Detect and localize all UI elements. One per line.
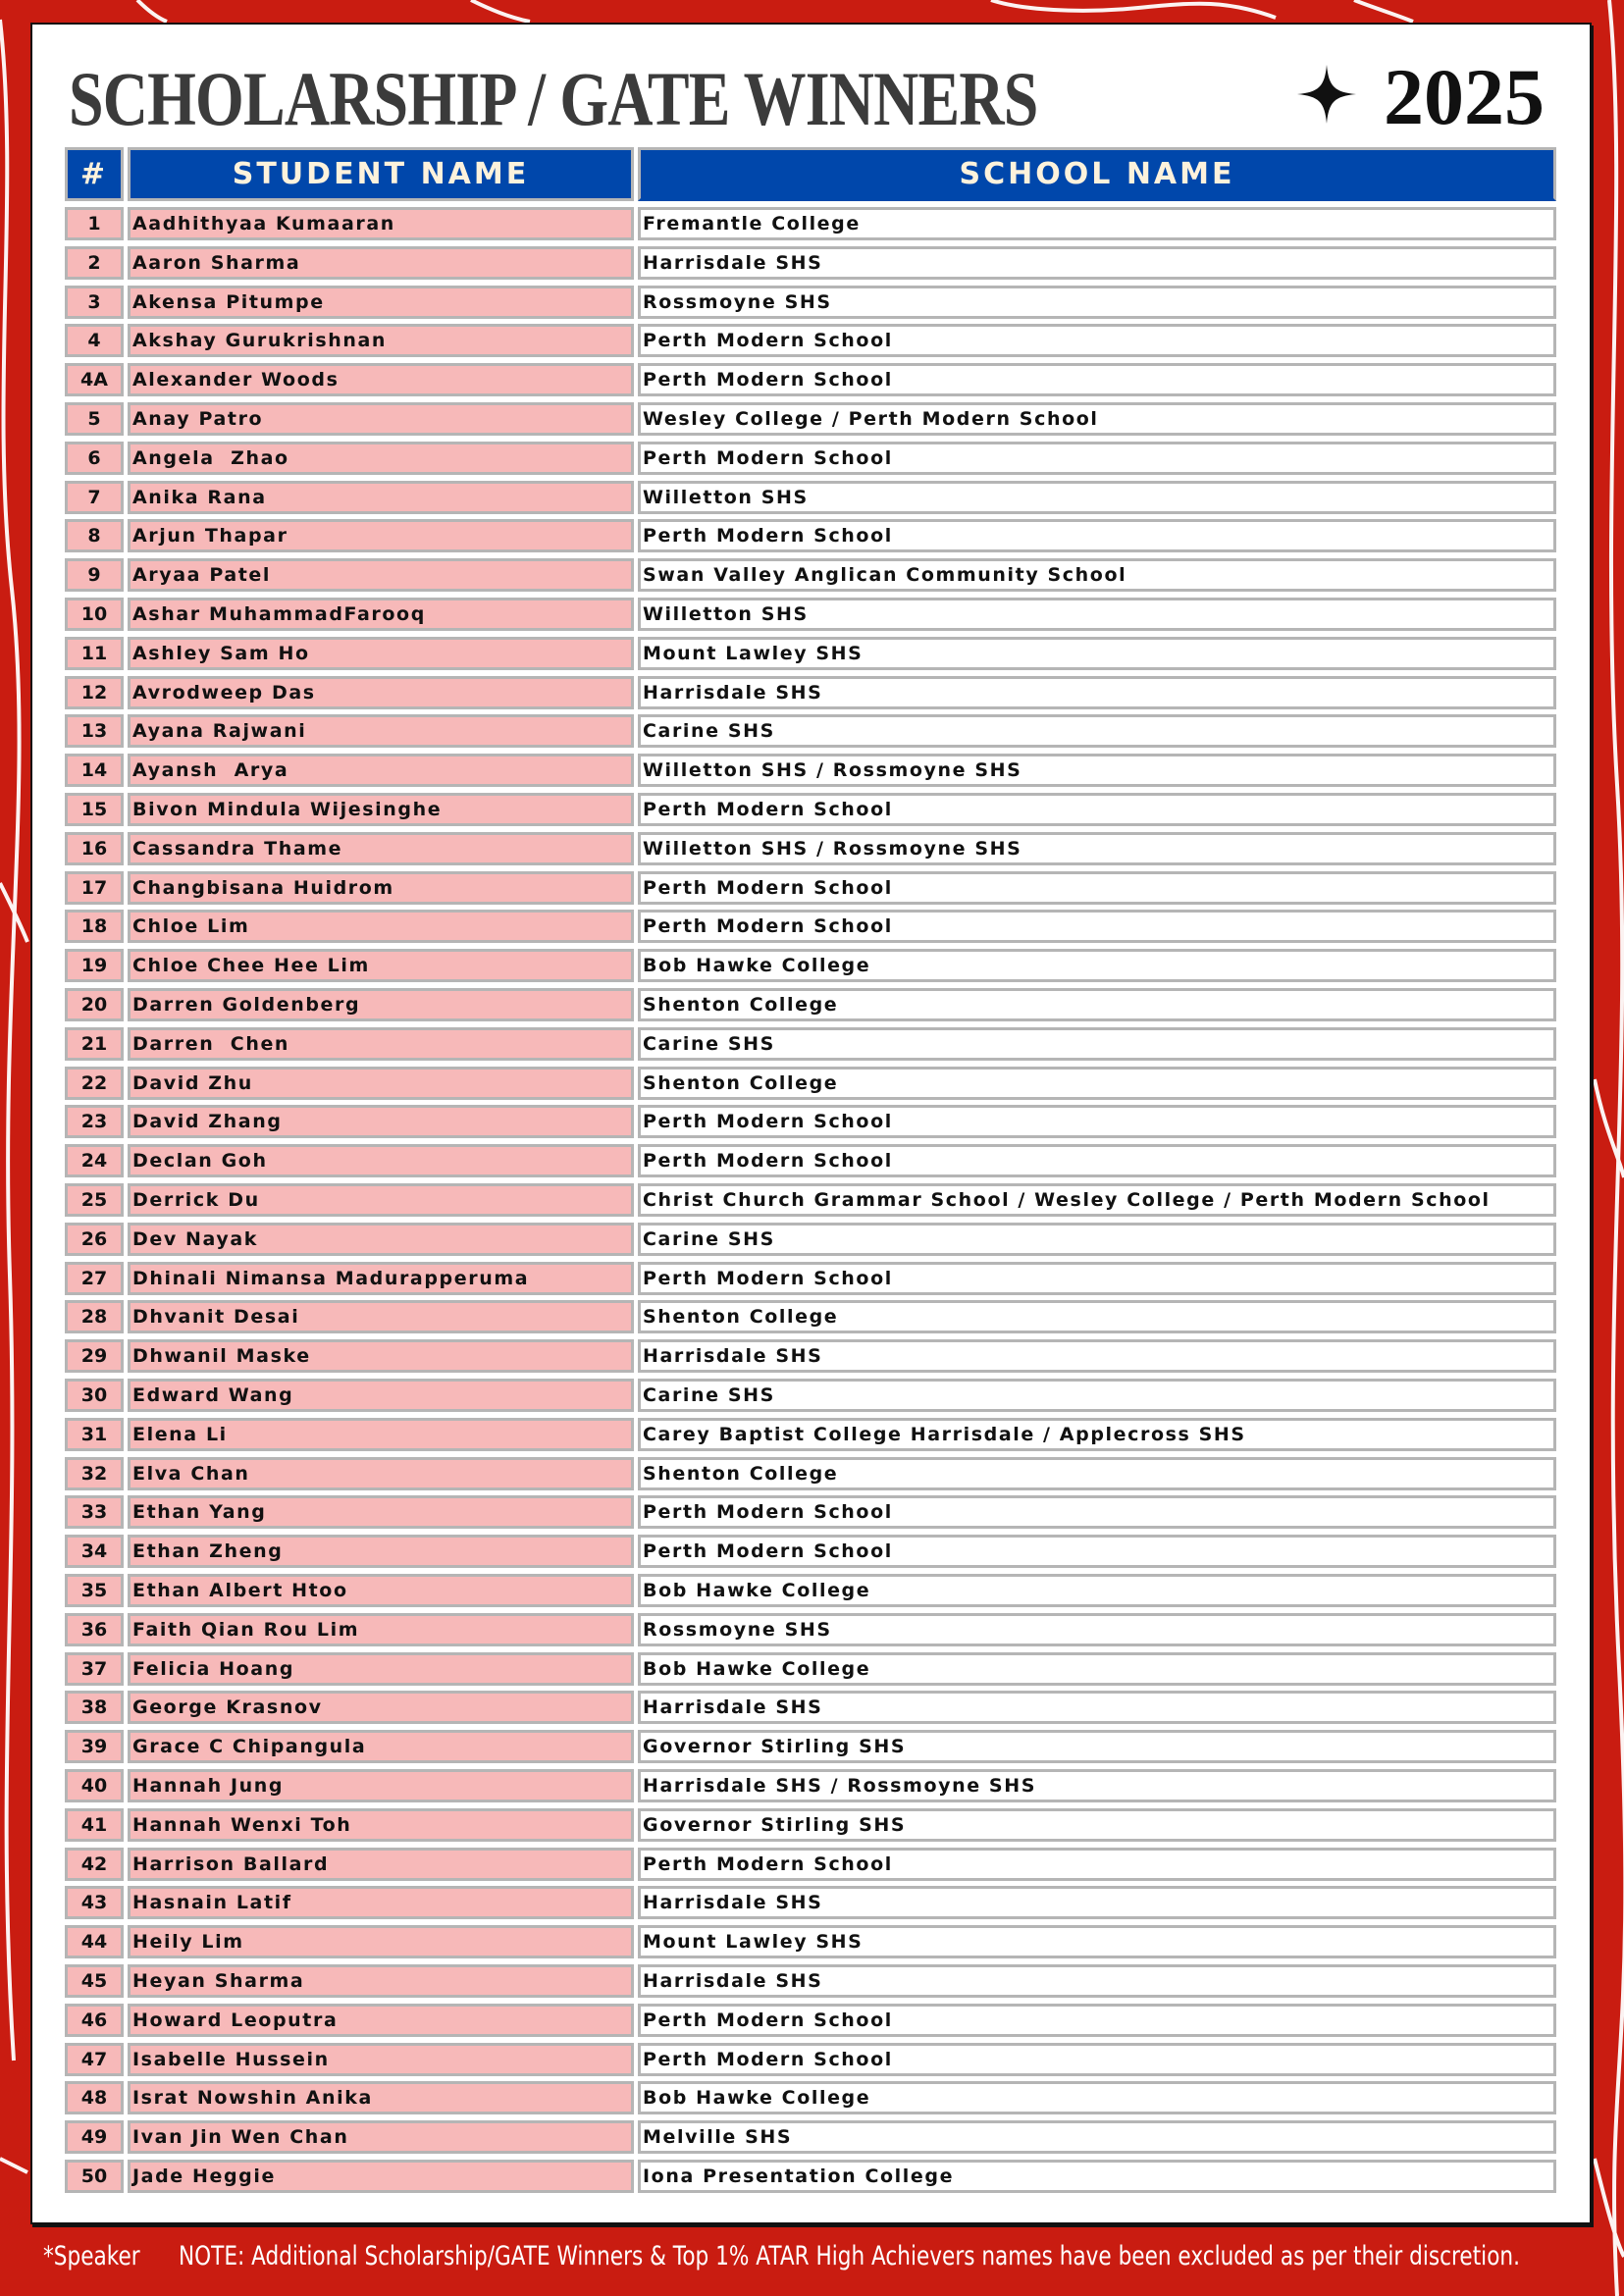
student-name: Changbisana Huidrom [128,871,634,905]
student-name: Dhvanit Desai [128,1300,634,1333]
student-name: Faith Qian Rou Lim [128,1613,634,1646]
student-name: Chloe Lim [128,910,634,943]
student-name: Bivon Mindula Wijesinghe [128,793,634,826]
school-name: Perth Modern School [638,2043,1556,2076]
table-row [0,1418,1624,1451]
table-row [0,1886,1624,1919]
school-name: Perth Modern School [638,1495,1556,1529]
row-number: 31 [65,1418,124,1451]
school-name: Rossmoyne SHS [638,286,1556,319]
school-name: Willetton SHS [638,481,1556,514]
school-name: Perth Modern School [638,1535,1556,1568]
student-name: Chloe Chee Hee Lim [128,949,634,982]
row-number: 14 [65,754,124,787]
year-label: 2025 [1384,52,1545,141]
student-name: Angela Zhao [128,442,634,475]
table-row [0,1027,1624,1061]
student-name: Anay Patro [128,402,634,436]
row-number: 3 [65,286,124,319]
school-name: Carey Baptist College Harrisdale / Applecross SHS [638,1418,1556,1451]
school-name: Perth Modern School [638,1848,1556,1881]
school-name: Perth Modern School [638,793,1556,826]
school-name: Mount Lawley SHS [638,637,1556,670]
table-row [0,1613,1624,1646]
row-number: 23 [65,1105,124,1138]
row-number: 21 [65,1027,124,1061]
row-number: 16 [65,832,124,865]
table-row [0,598,1624,631]
table-row [0,793,1624,826]
student-name: Ivan Jin Wen Chan [128,2120,634,2154]
table-row [0,1535,1624,1568]
student-name: George Krasnov [128,1691,634,1724]
row-number: 44 [65,1925,124,1958]
row-number: 40 [65,1769,124,1802]
school-name: Perth Modern School [638,1105,1556,1138]
row-number: 49 [65,2120,124,2154]
table-row [0,1300,1624,1333]
table-row [0,207,1624,240]
school-name: Shenton College [638,1067,1556,1100]
table-row [0,1105,1624,1138]
school-name: Shenton College [638,988,1556,1021]
row-number: 48 [65,2081,124,2114]
table-row [0,324,1624,357]
column-header-number: # [65,147,124,201]
student-name: Dhwanil Maske [128,1339,634,1373]
row-number: 20 [65,988,124,1021]
table-row [0,1652,1624,1686]
star-icon [1297,65,1356,124]
row-number: 19 [65,949,124,982]
school-name: Perth Modern School [638,2004,1556,2037]
school-name: Perth Modern School [638,871,1556,905]
student-name: Aryaa Patel [128,558,634,592]
school-name: Willetton SHS [638,598,1556,631]
student-name: Ashley Sam Ho [128,637,634,670]
table-row [0,1769,1624,1802]
table-row [0,2004,1624,2037]
student-name: Avrodweep Das [128,676,634,709]
row-number: 38 [65,1691,124,1724]
table-row [0,558,1624,592]
school-name: Iona Presentation College [638,2160,1556,2193]
table-row [0,1964,1624,1998]
school-name: Wesley College / Perth Modern School [638,402,1556,436]
table-row [0,481,1624,514]
table-row [0,442,1624,475]
row-number: 32 [65,1457,124,1490]
column-header-student-name: STUDENT NAME [128,147,634,201]
table-row [0,1848,1624,1881]
row-number: 33 [65,1495,124,1529]
row-number: 46 [65,2004,124,2037]
school-name: Perth Modern School [638,519,1556,552]
school-name: Bob Hawke College [638,949,1556,982]
student-name: Hasnain Latif [128,1886,634,1919]
page-title: SCHOLARSHIP / GATE WINNERS [69,56,1038,141]
student-name: Elena Li [128,1418,634,1451]
student-name: Howard Leoputra [128,2004,634,2037]
student-name: Heily Lim [128,1925,634,1958]
student-name: Ayansh Arya [128,754,634,787]
table-row [0,1808,1624,1842]
student-name: Cassandra Thame [128,832,634,865]
row-number: 24 [65,1144,124,1177]
school-name: Willetton SHS / Rossmoyne SHS [638,832,1556,865]
row-number: 22 [65,1067,124,1100]
table-row [0,910,1624,943]
school-name: Harrisdale SHS / Rossmoyne SHS [638,1769,1556,1802]
row-number: 8 [65,519,124,552]
column-header-school-name: SCHOOL NAME [638,147,1556,201]
school-name: Governor Stirling SHS [638,1730,1556,1763]
student-name: Jade Heggie [128,2160,634,2193]
student-name: Edward Wang [128,1379,634,1412]
student-name: Derrick Du [128,1183,634,1217]
row-number: 28 [65,1300,124,1333]
table-row [0,519,1624,552]
speaker-note: *Speaker [43,2241,140,2271]
school-name: Carine SHS [638,1027,1556,1061]
school-name: Melville SHS [638,2120,1556,2154]
school-name: Harrisdale SHS [638,246,1556,280]
school-name: Governor Stirling SHS [638,1808,1556,1842]
school-name: Carine SHS [638,714,1556,748]
exclusion-note: NOTE: Additional Scholarship/GATE Winners & Top 1% ATAR High Achievers names have been excluded as per their discretion. [179,2241,1520,2271]
student-name: Anika Rana [128,481,634,514]
student-name: Darren Goldenberg [128,988,634,1021]
row-number: 29 [65,1339,124,1373]
table-row [0,949,1624,982]
school-name: Fremantle College [638,207,1556,240]
row-number: 2 [65,246,124,280]
table-row [0,637,1624,670]
school-name: Bob Hawke College [638,2081,1556,2114]
row-number: 4A [65,363,124,396]
row-number: 34 [65,1535,124,1568]
school-name: Bob Hawke College [638,1652,1556,1686]
row-number: 39 [65,1730,124,1763]
student-name: Akensa Pitumpe [128,286,634,319]
school-name: Harrisdale SHS [638,1691,1556,1724]
student-name: Alexander Woods [128,363,634,396]
row-number: 45 [65,1964,124,1998]
row-number: 35 [65,1574,124,1607]
table-row [0,1691,1624,1724]
school-name: Perth Modern School [638,1144,1556,1177]
school-name: Perth Modern School [638,910,1556,943]
student-name: David Zhang [128,1105,634,1138]
table-row [0,1183,1624,1217]
student-name: Ethan Albert Htoo [128,1574,634,1607]
table-row [0,832,1624,865]
student-name: Aaron Sharma [128,246,634,280]
student-name: Ethan Yang [128,1495,634,1529]
row-number: 17 [65,871,124,905]
row-number: 18 [65,910,124,943]
student-name: Harrison Ballard [128,1848,634,1881]
row-number: 1 [65,207,124,240]
student-name: Akshay Gurukrishnan [128,324,634,357]
row-number: 50 [65,2160,124,2193]
student-name: Arjun Thapar [128,519,634,552]
table-row [0,1925,1624,1958]
row-number: 36 [65,1613,124,1646]
table-row [0,363,1624,396]
table-row [0,246,1624,280]
student-name: Darren Chen [128,1027,634,1061]
table-row [0,2043,1624,2076]
school-name: Bob Hawke College [638,1574,1556,1607]
student-name: Ashar MuhammadFarooq [128,598,634,631]
table-row [0,1067,1624,1100]
row-number: 27 [65,1262,124,1295]
school-name: Swan Valley Anglican Community School [638,558,1556,592]
school-name: Perth Modern School [638,363,1556,396]
student-name: Hannah Wenxi Toh [128,1808,634,1842]
school-name: Perth Modern School [638,1262,1556,1295]
table-row [0,676,1624,709]
school-name: Perth Modern School [638,324,1556,357]
row-number: 41 [65,1808,124,1842]
table-row [0,1574,1624,1607]
row-number: 4 [65,324,124,357]
school-name: Carine SHS [638,1223,1556,1256]
student-name: Israt Nowshin Anika [128,2081,634,2114]
student-name: Dev Nayak [128,1223,634,1256]
table-row [0,1223,1624,1256]
school-name: Carine SHS [638,1379,1556,1412]
table-row [0,2081,1624,2114]
row-number: 13 [65,714,124,748]
row-number: 9 [65,558,124,592]
student-name: Declan Goh [128,1144,634,1177]
row-number: 12 [65,676,124,709]
table-row [0,1379,1624,1412]
table-row [0,2160,1624,2193]
table-row [0,1144,1624,1177]
table-row [0,2120,1624,2154]
table-row [0,1457,1624,1490]
school-name: Perth Modern School [638,442,1556,475]
student-name: Felicia Hoang [128,1652,634,1686]
row-number: 26 [65,1223,124,1256]
school-name: Harrisdale SHS [638,1886,1556,1919]
row-number: 47 [65,2043,124,2076]
table-row [0,1262,1624,1295]
school-name: Rossmoyne SHS [638,1613,1556,1646]
student-name: Ayana Rajwani [128,714,634,748]
student-name: Elva Chan [128,1457,634,1490]
row-number: 7 [65,481,124,514]
school-name: Harrisdale SHS [638,1339,1556,1373]
student-name: David Zhu [128,1067,634,1100]
row-number: 11 [65,637,124,670]
row-number: 6 [65,442,124,475]
row-number: 43 [65,1886,124,1919]
row-number: 5 [65,402,124,436]
school-name: Mount Lawley SHS [638,1925,1556,1958]
table-row [0,754,1624,787]
row-number: 30 [65,1379,124,1412]
student-name: Heyan Sharma [128,1964,634,1998]
school-name: Christ Church Grammar School / Wesley College / Perth Modern School [638,1183,1556,1217]
school-name: Shenton College [638,1300,1556,1333]
student-name: Grace C Chipangula [128,1730,634,1763]
table-row [0,871,1624,905]
school-name: Harrisdale SHS [638,1964,1556,1998]
table-row [0,1339,1624,1373]
school-name: Harrisdale SHS [638,676,1556,709]
student-name: Hannah Jung [128,1769,634,1802]
table-row [0,1495,1624,1529]
table-row [0,286,1624,319]
table-row [0,714,1624,748]
row-number: 37 [65,1652,124,1686]
school-name: Willetton SHS / Rossmoyne SHS [638,754,1556,787]
student-name: Dhinali Nimansa Madurapperuma [128,1262,634,1295]
school-name: Shenton College [638,1457,1556,1490]
row-number: 25 [65,1183,124,1217]
table-row [0,1730,1624,1763]
table-row [0,988,1624,1021]
student-name: Aadhithyaa Kumaaran [128,207,634,240]
row-number: 10 [65,598,124,631]
table-row [0,402,1624,436]
row-number: 15 [65,793,124,826]
student-name: Isabelle Hussein [128,2043,634,2076]
student-name: Ethan Zheng [128,1535,634,1568]
row-number: 42 [65,1848,124,1881]
